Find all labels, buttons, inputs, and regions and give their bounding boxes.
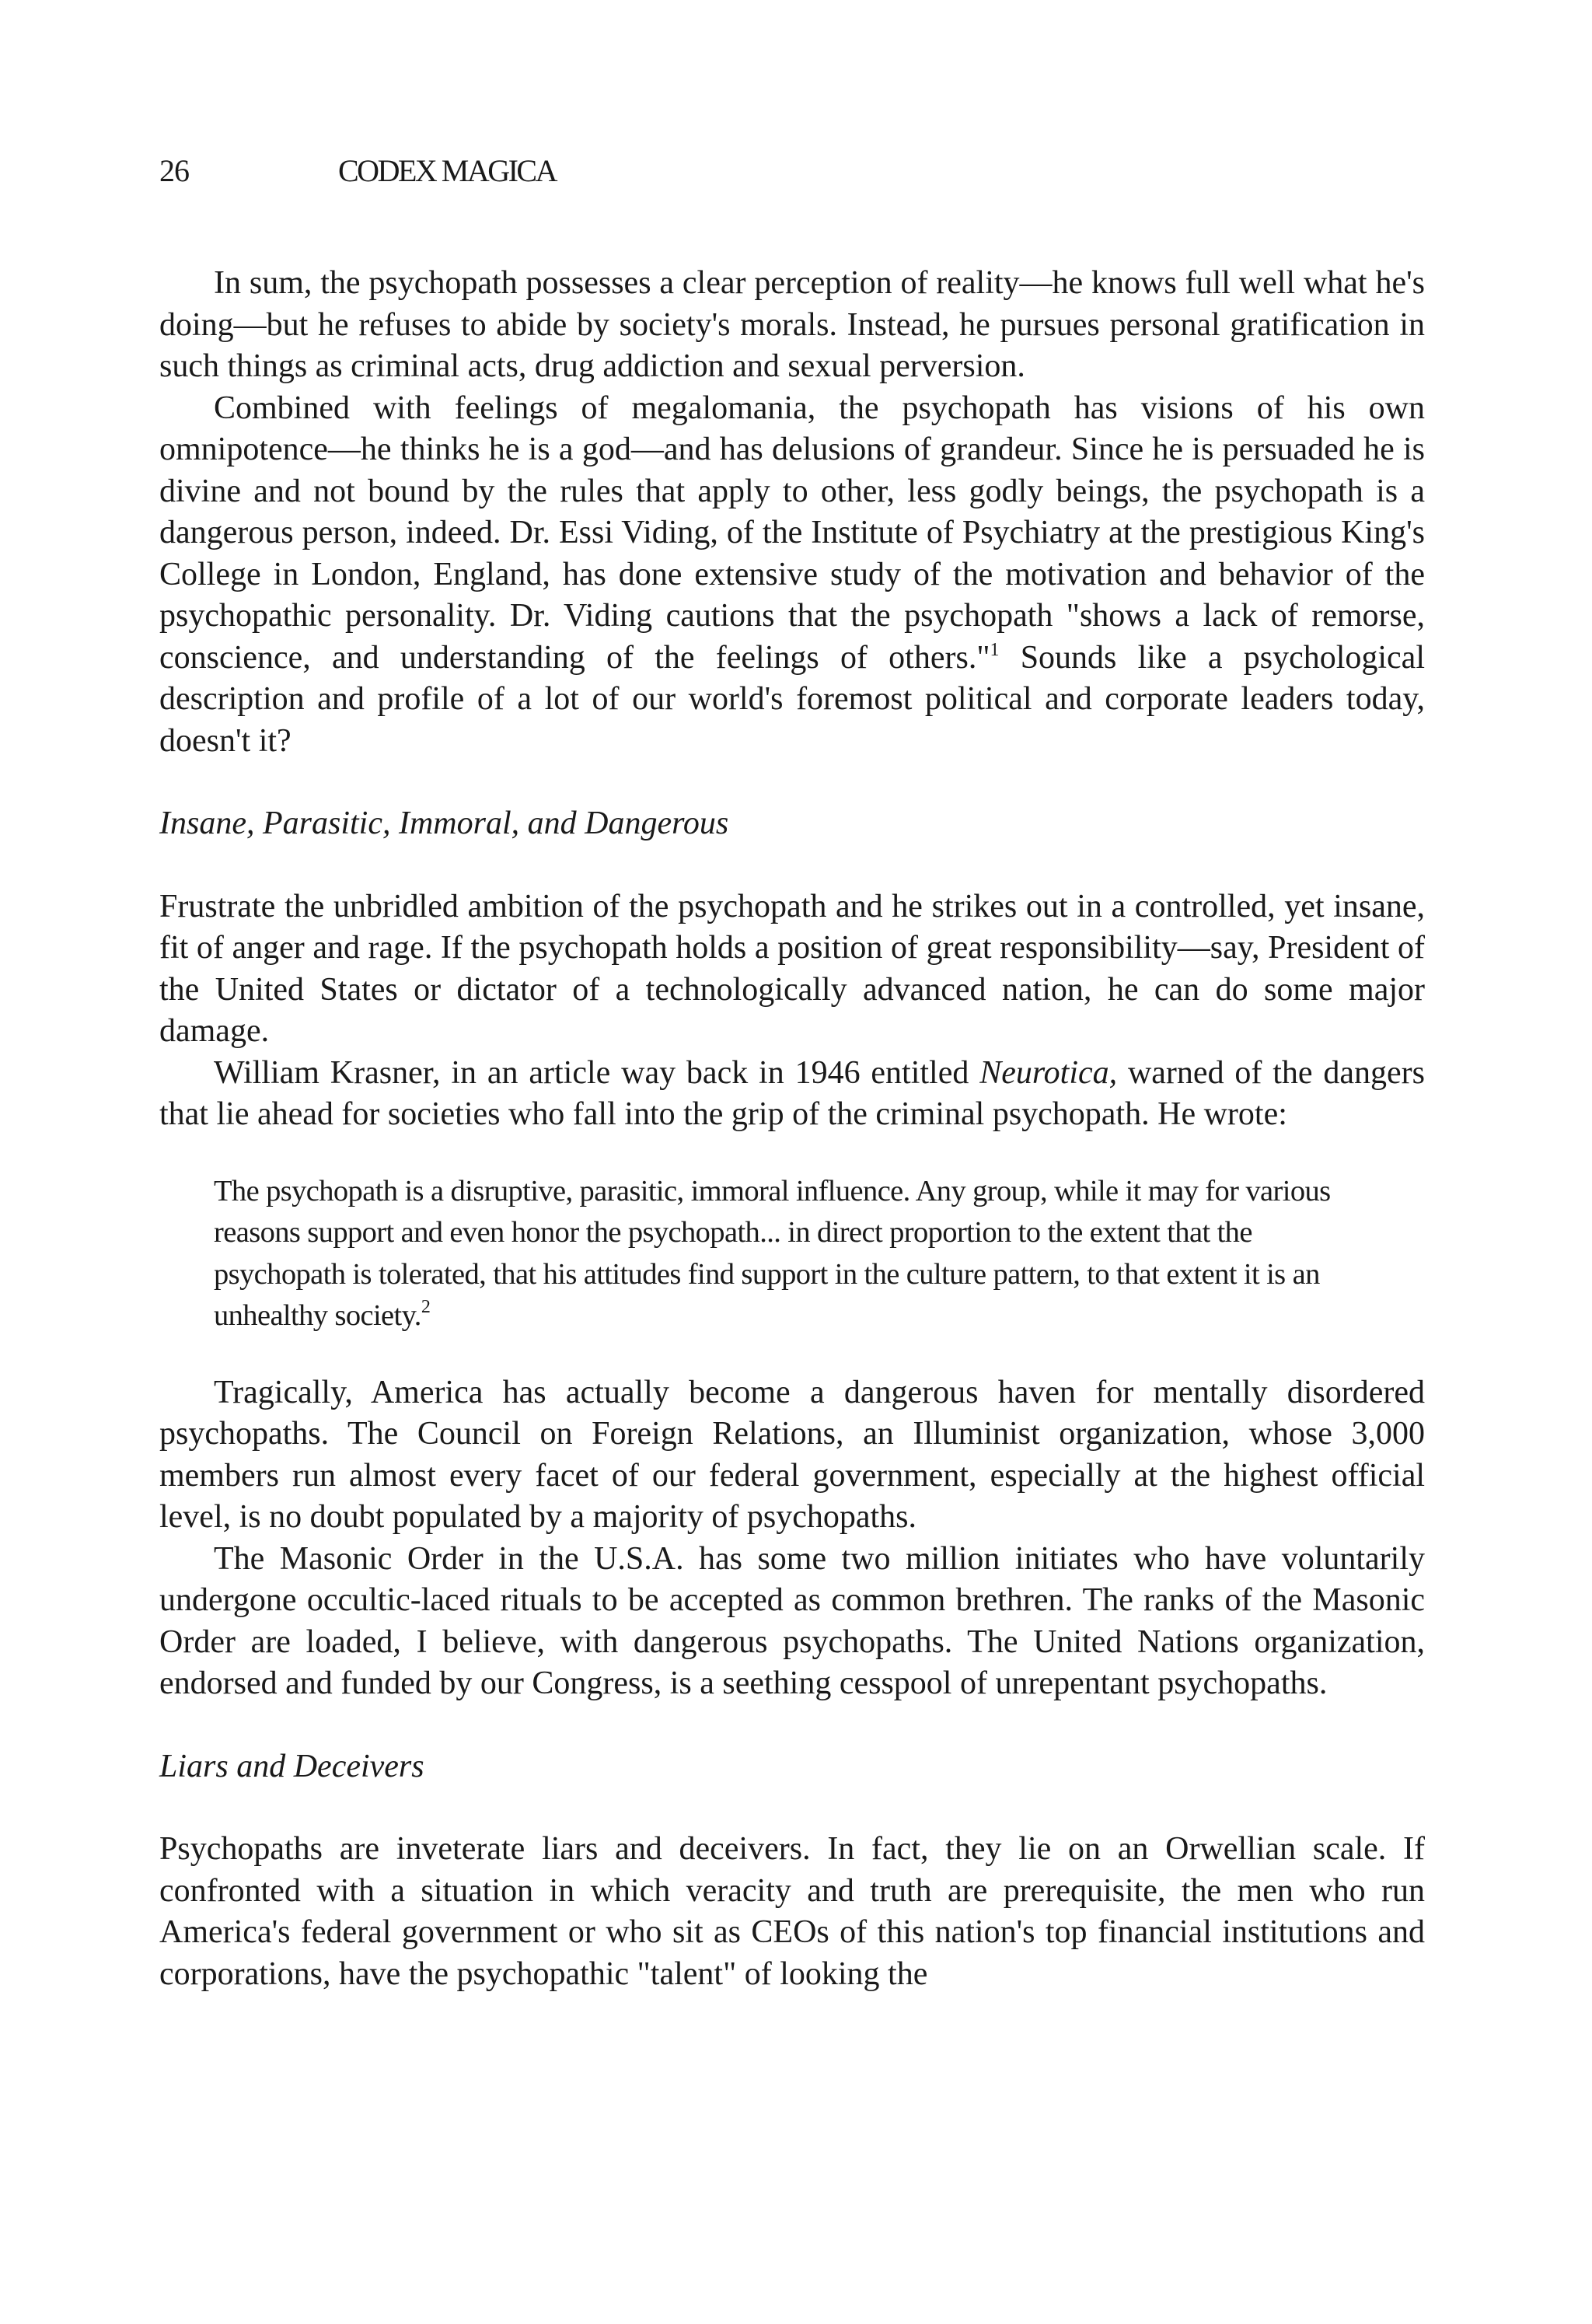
page-header: [159, 152, 556, 190]
paragraph-masonic-order: The Masonic Order in the U.S.A. has some two million initiates who have voluntarily undergone occultic-laced rituals to be accepted as common brethren. The ranks of the Masonic Order are loaded, I believe, with dangerous psychopaths. The United Nations organization, endorsed and funded by our Congress, is a seething cesspool of unrepentant psychopaths.: [159, 1540, 1425, 1701]
footnote-marker-1: 1: [990, 639, 1000, 660]
paragraph-krasner: [159, 1053, 1425, 1136]
neurotica-title: Neurotica,: [979, 1054, 1118, 1091]
section-heading-insane-parasitic: Insane, Parasitic, Immoral, and Dangerous: [159, 806, 729, 841]
paragraph-frustrate-ambition: Frustrate the unbridled ambition of the psychopath and he strikes out in a controlled, yet insane, fit of anger and rage. If the psychopath holds a position of great responsibility—say, President of the United States or dictator of a technologically advanced nation, he can do some major damage.: [159, 888, 1425, 1049]
paragraph-psychopath-perception: In sum, the psychopath possesses a clear perception of reality—he knows full well what he's doing—but he refuses to abide by society's morals. Instead, he pursues personal gratification in such things as criminal acts, drug addiction and sexual perversion.: [159, 265, 1425, 384]
paragraph-krasner-lead: William Krasner, in an article way back in 1946 entitled: [214, 1054, 980, 1091]
block-quote-krasner: [214, 1171, 1356, 1337]
paragraph-america-haven: Tragically, America has actually become a dangerous haven for mentally disordered psychopaths. The Council on Foreign Relations, an Illuminist organization, whose 3,000 members run almost every facet of our federal government, especially at the highest official level, is no doubt populated by a majority of psychopaths.: [159, 1374, 1425, 1535]
running-title: CODEX MAGICA: [338, 153, 556, 188]
paragraph-liars: Psychopaths are inveterate liars and deceivers. In fact, they lie on an Orwellian scale. If confronted with a situation in which veracity and truth are prerequisite, the men who run America's federal government or who sit as CEOs of this nation's top financial institutions and corporations, have the psychopathic "talent" of looking the: [159, 1831, 1425, 1992]
paragraph-krasner-tail: warned of the dangers that lie ahead for societies who fall into the grip of the criminal psychopath. He wrote:: [159, 1054, 1425, 1132]
paragraph-megalomania-text: Combined with feelings of megalomania, the psychopath has visions of his own omnipotence—he thinks he is a god—and has delusions of grandeur. Since he is persuaded he is divine and not bound by the rules that apply to other, less godly beings, the psychopath is a dangerous person, indeed. Dr. Essi Viding, of the Institute of Psychiatry at the prestigious King's College in London, England, has done extensive study of the motivation and behavior of the psychopathic personality. Dr. Viding cautions that the psychopath "shows a lack of remorse, conscience, and understanding of the feelings of others.": [159, 390, 1425, 676]
page-number: 26: [159, 153, 189, 188]
body-text: [159, 263, 1425, 1995]
paragraph-megalomania-tail: Sounds like a psychological description and profile of a lot of our world's foremost political and corporate leaders today, doesn't it?: [159, 639, 1425, 759]
section-heading-liars-deceivers: Liars and Deceivers: [159, 1748, 424, 1784]
block-quote-text: The psychopath is a disruptive, parasitic, immoral influence. Any group, while it may for various reasons support and even honor the psychopath... in direct proportion to the extent that the psychopath is tolerated, that his attitudes find support in the culture pattern, to that extent it is an unhealthy society.: [214, 1174, 1331, 1332]
paragraph-megalomania: [159, 388, 1425, 763]
footnote-marker-2: 2: [421, 1297, 431, 1317]
